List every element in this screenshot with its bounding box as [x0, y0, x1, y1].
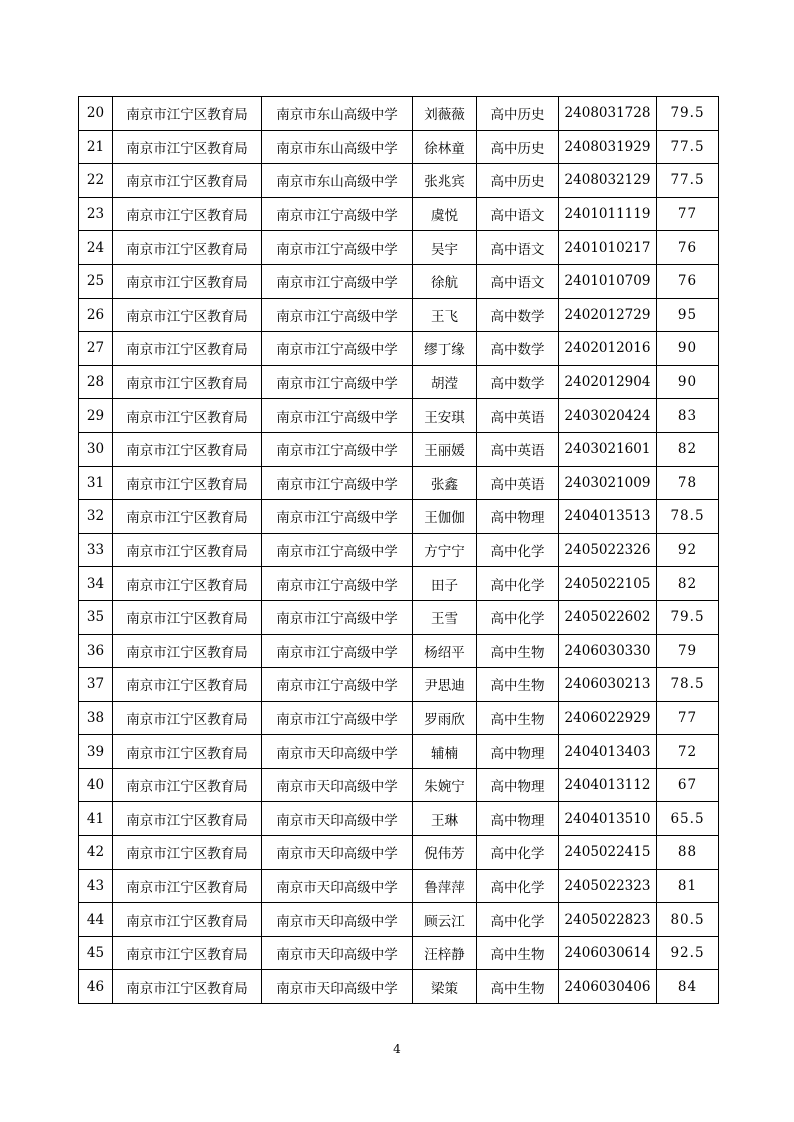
ticket-number-cell: 2401010217	[559, 231, 657, 265]
candidate-name-cell: 胡滢	[413, 365, 477, 399]
score-cell: 65.5	[657, 802, 719, 836]
table-row	[79, 264, 719, 298]
row-index-cell: 37	[79, 668, 113, 702]
ticket-number-cell: 2408031929	[559, 130, 657, 164]
bureau-name-cell: 南京市江宁区教育局	[113, 836, 262, 870]
score-cell: 77.5	[657, 164, 719, 198]
ticket-number-cell: 2405022323	[559, 869, 657, 903]
row-index-cell: 41	[79, 802, 113, 836]
candidate-name-cell: 吴宇	[413, 231, 477, 265]
ticket-number-cell: 2408032129	[559, 164, 657, 198]
subject-cell: 高中数学	[477, 365, 559, 399]
school-name-cell: 南京市江宁高级中学	[262, 668, 413, 702]
score-cell: 82	[657, 432, 719, 466]
score-cell: 78	[657, 466, 719, 500]
bureau-name-cell: 南京市江宁区教育局	[113, 903, 262, 937]
subject-cell: 高中生物	[477, 701, 559, 735]
bureau-name-cell: 南京市江宁区教育局	[113, 869, 262, 903]
table-row	[79, 836, 719, 870]
score-cell: 67	[657, 768, 719, 802]
school-name-cell: 南京市东山高级中学	[262, 130, 413, 164]
ticket-number-cell: 2405022326	[559, 533, 657, 567]
school-name-cell: 南京市天印高级中学	[262, 970, 413, 1004]
subject-cell: 高中物理	[477, 768, 559, 802]
candidate-name-cell: 刘薇薇	[413, 97, 477, 131]
score-cell: 77	[657, 197, 719, 231]
candidate-name-cell: 汪梓静	[413, 936, 477, 970]
results-table-body	[79, 97, 719, 1004]
subject-cell: 高中物理	[477, 500, 559, 534]
ticket-number-cell: 2406022929	[559, 701, 657, 735]
candidate-name-cell: 倪伟芳	[413, 836, 477, 870]
bureau-name-cell: 南京市江宁区教育局	[113, 164, 262, 198]
row-index-cell: 44	[79, 903, 113, 937]
score-cell: 79.5	[657, 97, 719, 131]
subject-cell: 高中英语	[477, 399, 559, 433]
subject-cell: 高中生物	[477, 936, 559, 970]
bureau-name-cell: 南京市江宁区教育局	[113, 432, 262, 466]
candidate-name-cell: 鲁萍萍	[413, 869, 477, 903]
bureau-name-cell: 南京市江宁区教育局	[113, 500, 262, 534]
score-cell: 76	[657, 231, 719, 265]
school-name-cell: 南京市天印高级中学	[262, 735, 413, 769]
table-row	[79, 533, 719, 567]
school-name-cell: 南京市天印高级中学	[262, 869, 413, 903]
subject-cell: 高中化学	[477, 600, 559, 634]
bureau-name-cell: 南京市江宁区教育局	[113, 567, 262, 601]
row-index-cell: 20	[79, 97, 113, 131]
ticket-number-cell: 2403021601	[559, 432, 657, 466]
bureau-name-cell: 南京市江宁区教育局	[113, 97, 262, 131]
bureau-name-cell: 南京市江宁区教育局	[113, 365, 262, 399]
school-name-cell: 南京市天印高级中学	[262, 903, 413, 937]
ticket-number-cell: 2405022105	[559, 567, 657, 601]
school-name-cell: 南京市江宁高级中学	[262, 298, 413, 332]
candidate-name-cell: 罗雨欣	[413, 701, 477, 735]
ticket-number-cell: 2402012904	[559, 365, 657, 399]
school-name-cell: 南京市天印高级中学	[262, 936, 413, 970]
ticket-number-cell: 2405022415	[559, 836, 657, 870]
school-name-cell: 南京市江宁高级中学	[262, 567, 413, 601]
row-index-cell: 34	[79, 567, 113, 601]
table-row	[79, 197, 719, 231]
candidate-name-cell: 王雪	[413, 600, 477, 634]
school-name-cell: 南京市东山高级中学	[262, 164, 413, 198]
bureau-name-cell: 南京市江宁区教育局	[113, 970, 262, 1004]
score-cell: 84	[657, 970, 719, 1004]
ticket-number-cell: 2402012016	[559, 332, 657, 366]
bureau-name-cell: 南京市江宁区教育局	[113, 298, 262, 332]
candidate-name-cell: 王安琪	[413, 399, 477, 433]
candidate-name-cell: 田子	[413, 567, 477, 601]
table-row	[79, 567, 719, 601]
ticket-number-cell: 2408031728	[559, 97, 657, 131]
row-index-cell: 32	[79, 500, 113, 534]
row-index-cell: 46	[79, 970, 113, 1004]
candidate-name-cell: 王飞	[413, 298, 477, 332]
score-cell: 83	[657, 399, 719, 433]
candidate-name-cell: 尹思迪	[413, 668, 477, 702]
bureau-name-cell: 南京市江宁区教育局	[113, 701, 262, 735]
table-row	[79, 936, 719, 970]
subject-cell: 高中英语	[477, 466, 559, 500]
score-cell: 79.5	[657, 600, 719, 634]
subject-cell: 高中生物	[477, 668, 559, 702]
subject-cell: 高中历史	[477, 164, 559, 198]
ticket-number-cell: 2405022823	[559, 903, 657, 937]
school-name-cell: 南京市江宁高级中学	[262, 399, 413, 433]
table-row	[79, 802, 719, 836]
row-index-cell: 21	[79, 130, 113, 164]
candidate-name-cell: 顾云江	[413, 903, 477, 937]
table-row	[79, 970, 719, 1004]
table-row	[79, 164, 719, 198]
row-index-cell: 24	[79, 231, 113, 265]
score-cell: 90	[657, 365, 719, 399]
subject-cell: 高中化学	[477, 567, 559, 601]
subject-cell: 高中生物	[477, 970, 559, 1004]
ticket-number-cell: 2406030614	[559, 936, 657, 970]
score-cell: 76	[657, 264, 719, 298]
score-cell: 80.5	[657, 903, 719, 937]
school-name-cell: 南京市江宁高级中学	[262, 432, 413, 466]
ticket-number-cell: 2404013510	[559, 802, 657, 836]
bureau-name-cell: 南京市江宁区教育局	[113, 634, 262, 668]
table-row	[79, 903, 719, 937]
score-cell: 77	[657, 701, 719, 735]
row-index-cell: 38	[79, 701, 113, 735]
candidate-name-cell: 徐林童	[413, 130, 477, 164]
candidate-name-cell: 缪丁缘	[413, 332, 477, 366]
bureau-name-cell: 南京市江宁区教育局	[113, 735, 262, 769]
school-name-cell: 南京市江宁高级中学	[262, 500, 413, 534]
row-index-cell: 36	[79, 634, 113, 668]
score-cell: 77.5	[657, 130, 719, 164]
school-name-cell: 南京市天印高级中学	[262, 768, 413, 802]
table-row	[79, 399, 719, 433]
subject-cell: 高中语文	[477, 197, 559, 231]
subject-cell: 高中历史	[477, 97, 559, 131]
score-cell: 78.5	[657, 500, 719, 534]
score-cell: 78.5	[657, 668, 719, 702]
bureau-name-cell: 南京市江宁区教育局	[113, 231, 262, 265]
page-number: 4	[393, 1042, 401, 1056]
row-index-cell: 30	[79, 432, 113, 466]
score-cell: 81	[657, 869, 719, 903]
candidate-name-cell: 朱婉宁	[413, 768, 477, 802]
score-cell: 95	[657, 298, 719, 332]
table-row	[79, 231, 719, 265]
candidate-name-cell: 王丽媛	[413, 432, 477, 466]
table-row	[79, 634, 719, 668]
candidate-name-cell: 张兆宾	[413, 164, 477, 198]
ticket-number-cell: 2406030213	[559, 668, 657, 702]
subject-cell: 高中化学	[477, 869, 559, 903]
bureau-name-cell: 南京市江宁区教育局	[113, 332, 262, 366]
table-row	[79, 735, 719, 769]
table-row	[79, 600, 719, 634]
candidate-name-cell: 虞悦	[413, 197, 477, 231]
table-row	[79, 768, 719, 802]
school-name-cell: 南京市江宁高级中学	[262, 466, 413, 500]
score-cell: 88	[657, 836, 719, 870]
subject-cell: 高中生物	[477, 634, 559, 668]
ticket-number-cell: 2402012729	[559, 298, 657, 332]
row-index-cell: 35	[79, 600, 113, 634]
school-name-cell: 南京市江宁高级中学	[262, 533, 413, 567]
row-index-cell: 22	[79, 164, 113, 198]
subject-cell: 高中物理	[477, 735, 559, 769]
school-name-cell: 南京市天印高级中学	[262, 836, 413, 870]
row-index-cell: 42	[79, 836, 113, 870]
ticket-number-cell: 2404013112	[559, 768, 657, 802]
bureau-name-cell: 南京市江宁区教育局	[113, 802, 262, 836]
school-name-cell: 南京市天印高级中学	[262, 802, 413, 836]
row-index-cell: 27	[79, 332, 113, 366]
table-row	[79, 500, 719, 534]
candidate-name-cell: 辅楠	[413, 735, 477, 769]
table-row	[79, 298, 719, 332]
subject-cell: 高中化学	[477, 836, 559, 870]
subject-cell: 高中数学	[477, 298, 559, 332]
ticket-number-cell: 2401011119	[559, 197, 657, 231]
candidate-name-cell: 方宁宁	[413, 533, 477, 567]
ticket-number-cell: 2403020424	[559, 399, 657, 433]
score-cell: 79	[657, 634, 719, 668]
bureau-name-cell: 南京市江宁区教育局	[113, 399, 262, 433]
school-name-cell: 南京市江宁高级中学	[262, 332, 413, 366]
table-row	[79, 432, 719, 466]
candidate-name-cell: 王琳	[413, 802, 477, 836]
table-row	[79, 97, 719, 131]
table-row	[79, 332, 719, 366]
subject-cell: 高中物理	[477, 802, 559, 836]
school-name-cell: 南京市江宁高级中学	[262, 264, 413, 298]
candidate-name-cell: 王伽伽	[413, 500, 477, 534]
subject-cell: 高中化学	[477, 533, 559, 567]
bureau-name-cell: 南京市江宁区教育局	[113, 264, 262, 298]
row-index-cell: 43	[79, 869, 113, 903]
school-name-cell: 南京市东山高级中学	[262, 97, 413, 131]
score-cell: 90	[657, 332, 719, 366]
score-cell: 72	[657, 735, 719, 769]
ticket-number-cell: 2404013403	[559, 735, 657, 769]
candidate-name-cell: 梁策	[413, 970, 477, 1004]
ticket-number-cell: 2405022602	[559, 600, 657, 634]
bureau-name-cell: 南京市江宁区教育局	[113, 668, 262, 702]
row-index-cell: 28	[79, 365, 113, 399]
subject-cell: 高中数学	[477, 332, 559, 366]
school-name-cell: 南京市江宁高级中学	[262, 197, 413, 231]
score-cell: 92	[657, 533, 719, 567]
row-index-cell: 29	[79, 399, 113, 433]
subject-cell: 高中历史	[477, 130, 559, 164]
candidate-name-cell: 张鑫	[413, 466, 477, 500]
bureau-name-cell: 南京市江宁区教育局	[113, 936, 262, 970]
subject-cell: 高中语文	[477, 231, 559, 265]
ticket-number-cell: 2401010709	[559, 264, 657, 298]
table-row	[79, 130, 719, 164]
bureau-name-cell: 南京市江宁区教育局	[113, 130, 262, 164]
row-index-cell: 31	[79, 466, 113, 500]
ticket-number-cell: 2403021009	[559, 466, 657, 500]
row-index-cell: 40	[79, 768, 113, 802]
score-cell: 92.5	[657, 936, 719, 970]
table-row	[79, 668, 719, 702]
row-index-cell: 33	[79, 533, 113, 567]
row-index-cell: 25	[79, 264, 113, 298]
school-name-cell: 南京市江宁高级中学	[262, 634, 413, 668]
ticket-number-cell: 2406030406	[559, 970, 657, 1004]
row-index-cell: 39	[79, 735, 113, 769]
candidate-name-cell: 杨绍平	[413, 634, 477, 668]
bureau-name-cell: 南京市江宁区教育局	[113, 533, 262, 567]
school-name-cell: 南京市江宁高级中学	[262, 701, 413, 735]
score-cell: 82	[657, 567, 719, 601]
school-name-cell: 南京市江宁高级中学	[262, 231, 413, 265]
results-table	[78, 96, 719, 1004]
table-row	[79, 869, 719, 903]
row-index-cell: 45	[79, 936, 113, 970]
table-row	[79, 701, 719, 735]
row-index-cell: 23	[79, 197, 113, 231]
bureau-name-cell: 南京市江宁区教育局	[113, 768, 262, 802]
ticket-number-cell: 2404013513	[559, 500, 657, 534]
bureau-name-cell: 南京市江宁区教育局	[113, 466, 262, 500]
school-name-cell: 南京市江宁高级中学	[262, 365, 413, 399]
ticket-number-cell: 2406030330	[559, 634, 657, 668]
bureau-name-cell: 南京市江宁区教育局	[113, 600, 262, 634]
table-row	[79, 365, 719, 399]
row-index-cell: 26	[79, 298, 113, 332]
subject-cell: 高中语文	[477, 264, 559, 298]
subject-cell: 高中化学	[477, 903, 559, 937]
subject-cell: 高中英语	[477, 432, 559, 466]
candidate-name-cell: 徐航	[413, 264, 477, 298]
bureau-name-cell: 南京市江宁区教育局	[113, 197, 262, 231]
table-row	[79, 466, 719, 500]
school-name-cell: 南京市江宁高级中学	[262, 600, 413, 634]
